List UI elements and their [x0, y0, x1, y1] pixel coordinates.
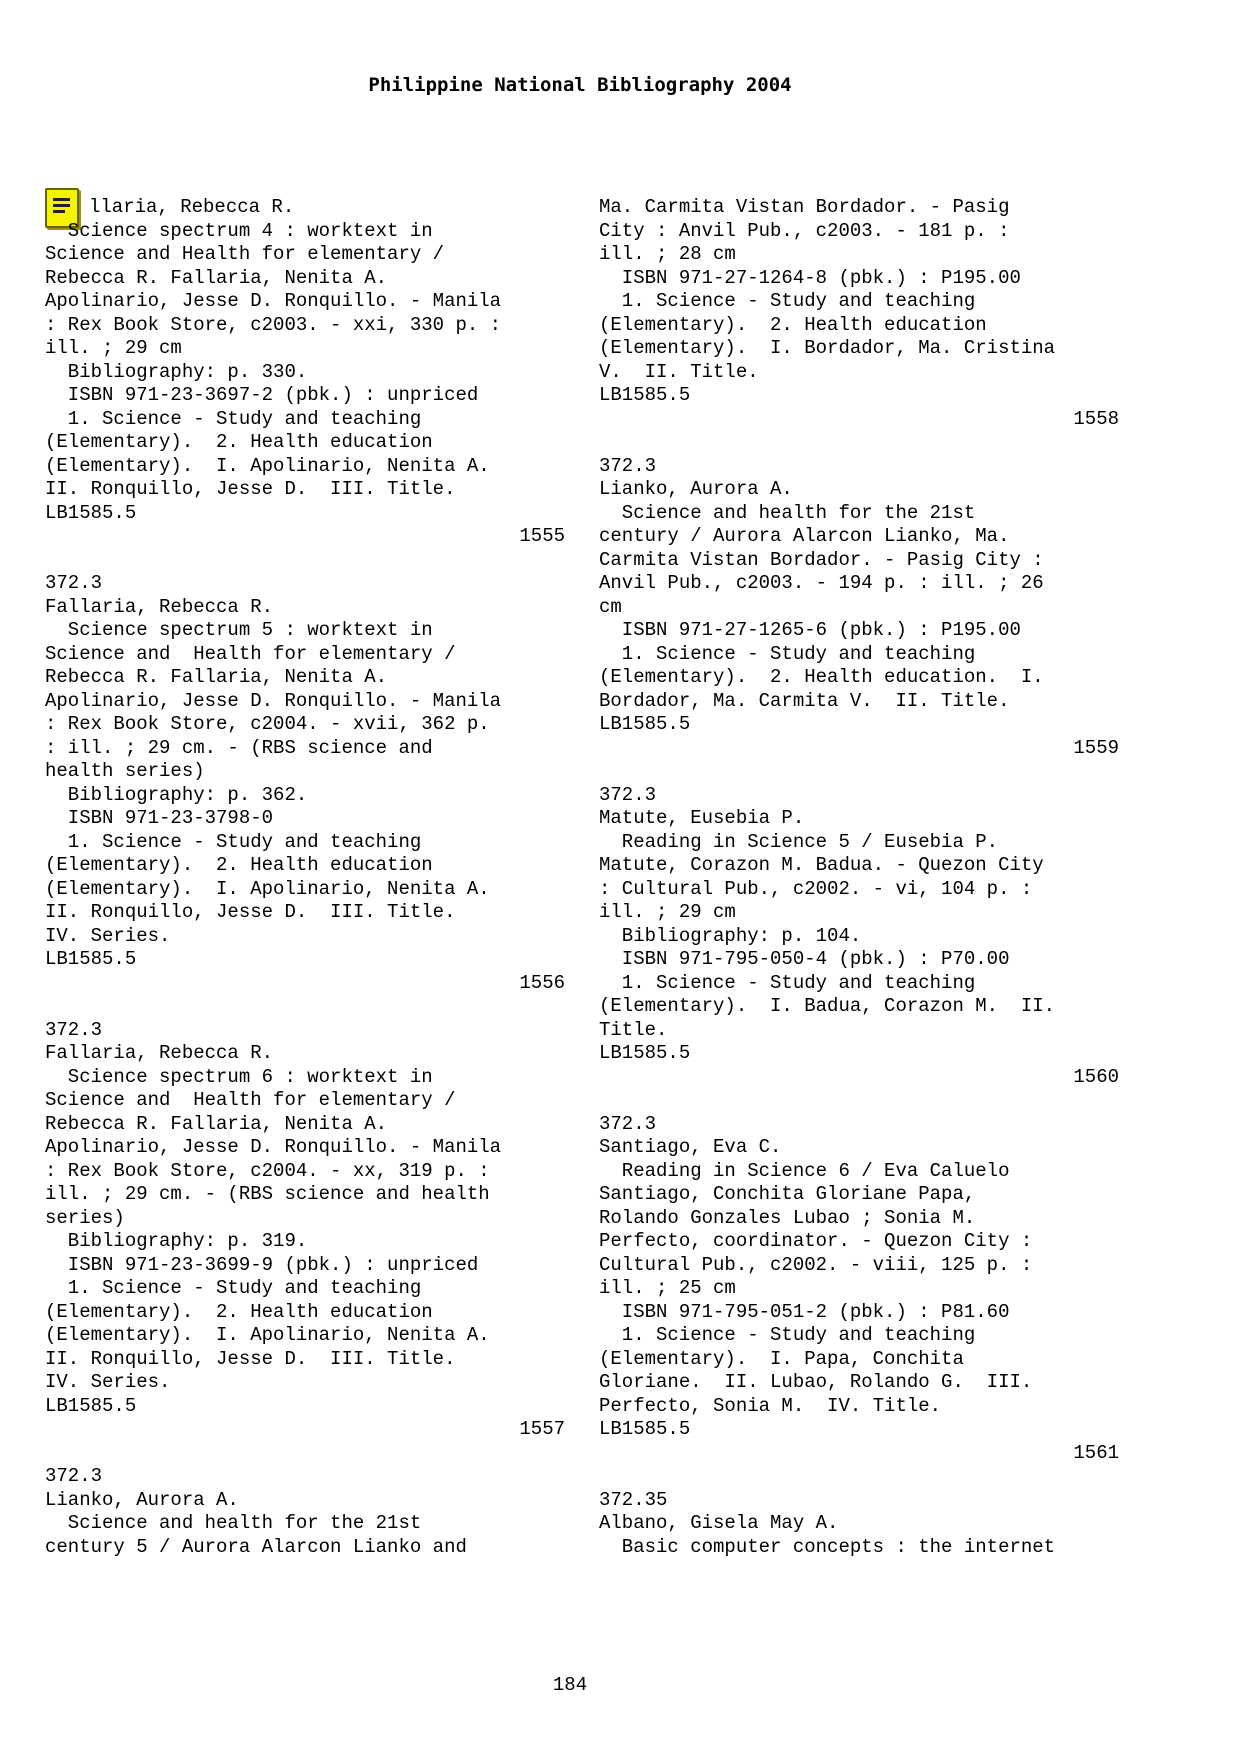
left-column: [45, 196, 565, 1583]
entry-line: ISBN 971-795-050-4 (pbk.) : P70.00: [599, 948, 1010, 970]
entry-line: cm: [599, 595, 622, 618]
entry-number: 1559: [1073, 736, 1119, 759]
entry-line: 372.3: [45, 572, 103, 594]
entry-line: Lianko, Aurora A.: [599, 478, 793, 500]
entry-number: 1560: [1073, 1065, 1119, 1088]
entry-line: (Elementary). 2. Health education: [599, 313, 987, 336]
entry-line: (Elementary). I. Badua, Corazon M. II.: [599, 995, 1056, 1017]
entry-line: Fallaria, Rebecca R.: [45, 595, 274, 618]
entry-line: (Elementary). 2. Health education: [45, 431, 433, 453]
entry-line: Science and Health for elementary /: [45, 642, 456, 665]
entry-line: Science spectrum 5 : worktext in: [45, 619, 433, 641]
entry-line: ISBN 971-23-3699-9 (pbk.) : unpriced: [45, 1253, 479, 1276]
entry-number: 1561: [1073, 1441, 1119, 1464]
entry-line: Science spectrum 4 : worktext in: [45, 219, 433, 242]
entry-line: 1. Science - Study and teaching: [599, 290, 976, 312]
entry-line: Apolinario, Jesse D. Ronquillo. - Manila: [45, 290, 502, 312]
entry-line: Carmita Vistan Bordador. - Pasig City :: [599, 548, 1044, 571]
entry-line: V. II. Title.: [599, 360, 759, 383]
entry-line: Science and health for the 21st: [45, 1512, 422, 1534]
bibliography-entry: [45, 196, 565, 549]
entry-line: 372.35: [599, 1488, 668, 1511]
entry-line: 372.3: [599, 454, 657, 477]
bibliography-entry: [45, 1019, 565, 1442]
entry-line: Bibliography: p. 319.: [45, 1230, 308, 1252]
page-title: Philippine National Bibliography 2004: [368, 74, 792, 96]
entry-line: llaria, Rebecca R.: [89, 196, 295, 218]
entry-line: (Elementary). I. Apolinario, Nenita A.: [45, 877, 490, 900]
right-column: [599, 196, 1119, 1583]
entry-line: 372.3: [45, 1018, 103, 1041]
entry-line: Apolinario, Jesse D. Ronquillo. - Manila: [45, 1136, 502, 1158]
entry-number: 1557: [519, 1418, 565, 1440]
entry-line: (Elementary). I. Papa, Conchita: [599, 1347, 964, 1370]
entry-line: 1. Science - Study and teaching: [599, 971, 976, 994]
entry-line: Bibliography: p. 104.: [599, 924, 862, 947]
entry-line: Santiago, Eva C.: [599, 1136, 782, 1158]
entry-line: ill. ; 28 cm: [599, 243, 736, 265]
entry-line: Rolando Gonzales Lubao ; Sonia M.: [599, 1206, 976, 1229]
entry-line: LB1585.5: [45, 1394, 137, 1417]
entry-line: (Elementary). 2. Health education: [45, 1300, 433, 1323]
entry-line: 1. Science - Study and teaching: [599, 1324, 976, 1346]
bibliography-entry: [45, 1465, 565, 1559]
entry-line: ISBN 971-27-1264-8 (pbk.) : P195.00: [599, 266, 1021, 289]
entry-line: II. Ronquillo, Jesse D. III. Title.: [45, 1347, 456, 1370]
entry-line: LB1585.5: [599, 384, 691, 406]
entry-line: Bibliography: p. 362.: [45, 783, 308, 806]
entry-line: Bordador, Ma. Carmita V. II. Title.: [599, 689, 1010, 712]
entry-line: Ma. Carmita Vistan Bordador. - Pasig: [599, 196, 1010, 218]
entry-line: ill. ; 29 cm: [45, 337, 182, 359]
entry-line: II. Ronquillo, Jesse D. III. Title.: [45, 901, 456, 923]
entry-line: ISBN 971-23-3798-0: [45, 807, 274, 829]
entry-line: Rebecca R. Fallaria, Nenita A.: [45, 1112, 388, 1135]
entry-line: Rebecca R. Fallaria, Nenita A.: [45, 666, 388, 688]
entry-line: Gloriane. II. Lubao, Rolando G. III.: [599, 1371, 1033, 1393]
bibliography-entry: [45, 572, 565, 995]
bibliography-entry: [599, 455, 1119, 761]
entry-line: ill. ; 29 cm. - (RBS science and health: [45, 1183, 490, 1205]
entry-line: ISBN 971-27-1265-6 (pbk.) : P195.00: [599, 619, 1021, 641]
entry-line: ISBN 971-23-3697-2 (pbk.) : unpriced: [45, 384, 479, 406]
entry-line: Science and health for the 21st: [599, 501, 976, 524]
entry-line: century 5 / Aurora Alarcon Lianko and: [45, 1535, 467, 1558]
entry-line: LB1585.5: [45, 948, 137, 970]
entry-number: 1558: [1073, 407, 1119, 430]
entry-line: 1. Science - Study and teaching: [599, 642, 976, 665]
entry-line: century / Aurora Alarcon Lianko, Ma.: [599, 525, 1010, 547]
entry-line: Matute, Corazon M. Badua. - Quezon City: [599, 854, 1044, 876]
entry-line: : Rex Book Store, c2004. - xvii, 362 p.: [45, 713, 490, 735]
entry-line: Apolinario, Jesse D. Ronquillo. - Manila: [45, 689, 502, 712]
entry-line: health series): [45, 760, 205, 782]
entry-line: Bibliography: p. 330.: [45, 360, 308, 383]
bibliography-entry: [599, 1113, 1119, 1466]
entry-line: (Elementary). 2. Health education: [45, 854, 433, 876]
entry-line: (Elementary). 2. Health education. I.: [599, 666, 1044, 688]
entry-number: 1556: [519, 971, 565, 994]
page-number: 184: [552, 1674, 588, 1696]
entry-line: 372.3: [599, 783, 657, 806]
entry-line: Reading in Science 6 / Eva Caluelo: [599, 1159, 1010, 1182]
entry-line: 372.3: [45, 1465, 103, 1487]
entry-line: Anvil Pub., c2003. - 194 p. : ill. ; 26: [599, 572, 1044, 594]
entry-line: LB1585.5: [599, 713, 691, 735]
entry-line: Perfecto, coordinator. - Quezon City :: [599, 1230, 1033, 1252]
entry-line: ill. ; 25 cm: [599, 1277, 736, 1299]
entry-line: (Elementary). I. Apolinario, Nenita A.: [45, 1324, 490, 1346]
entry-line: Basic computer concepts : the internet: [599, 1535, 1056, 1558]
entry-line: Science and Health for elementary /: [45, 243, 445, 265]
entry-line: series): [45, 1206, 125, 1229]
entry-line: Matute, Eusebia P.: [599, 807, 805, 829]
entry-line: 1. Science - Study and teaching: [45, 830, 422, 853]
entry-line: (Elementary). I. Bordador, Ma. Cristina: [599, 337, 1056, 359]
entry-line: Perfecto, Sonia M. IV. Title.: [599, 1394, 942, 1417]
entry-line: 1. Science - Study and teaching: [45, 407, 422, 430]
entry-line: : Rex Book Store, c2003. - xxi, 330 p. :: [45, 313, 502, 336]
entry-line: Cultural Pub., c2002. - viii, 125 p. :: [599, 1253, 1033, 1276]
entry-line: Albano, Gisela May A.: [599, 1512, 839, 1534]
entry-line: Santiago, Conchita Gloriane Papa,: [599, 1183, 976, 1205]
bibliography-entry: [599, 1489, 1119, 1560]
bibliography-entry: [599, 196, 1119, 431]
entry-line: ISBN 971-795-051-2 (pbk.) : P81.60: [599, 1300, 1010, 1323]
entry-line: 372.3: [599, 1112, 657, 1135]
entry-line: Science and Health for elementary /: [45, 1089, 456, 1111]
entry-line: Fallaria, Rebecca R.: [45, 1042, 274, 1064]
entry-line: LB1585.5: [599, 1042, 691, 1064]
entry-line: LB1585.5: [599, 1418, 691, 1440]
entry-line: IV. Series.: [45, 924, 171, 947]
entry-line: 1. Science - Study and teaching: [45, 1277, 422, 1299]
entry-line: City : Anvil Pub., c2003. - 181 p. :: [599, 219, 1010, 242]
entry-line: Lianko, Aurora A.: [45, 1488, 239, 1511]
entry-number: 1555: [519, 525, 565, 547]
entry-line: LB1585.5: [45, 501, 137, 524]
entry-line: Rebecca R. Fallaria, Nenita A.: [45, 266, 388, 289]
entry-line: ill. ; 29 cm: [599, 901, 736, 923]
entry-line: II. Ronquillo, Jesse D. III. Title.: [45, 478, 456, 500]
entry-line: Reading in Science 5 / Eusebia P.: [599, 830, 999, 853]
entry-line: IV. Series.: [45, 1371, 171, 1393]
entry-line: Title.: [599, 1018, 668, 1041]
entry-line: : ill. ; 29 cm. - (RBS science and: [45, 736, 433, 759]
bibliography-entry: [599, 784, 1119, 1090]
entry-line: : Cultural Pub., c2002. - vi, 104 p. :: [599, 877, 1033, 900]
entry-line: (Elementary). I. Apolinario, Nenita A.: [45, 454, 490, 477]
entry-line: : Rex Book Store, c2004. - xx, 319 p. :: [45, 1159, 490, 1182]
entry-line: Science spectrum 6 : worktext in: [45, 1065, 433, 1088]
